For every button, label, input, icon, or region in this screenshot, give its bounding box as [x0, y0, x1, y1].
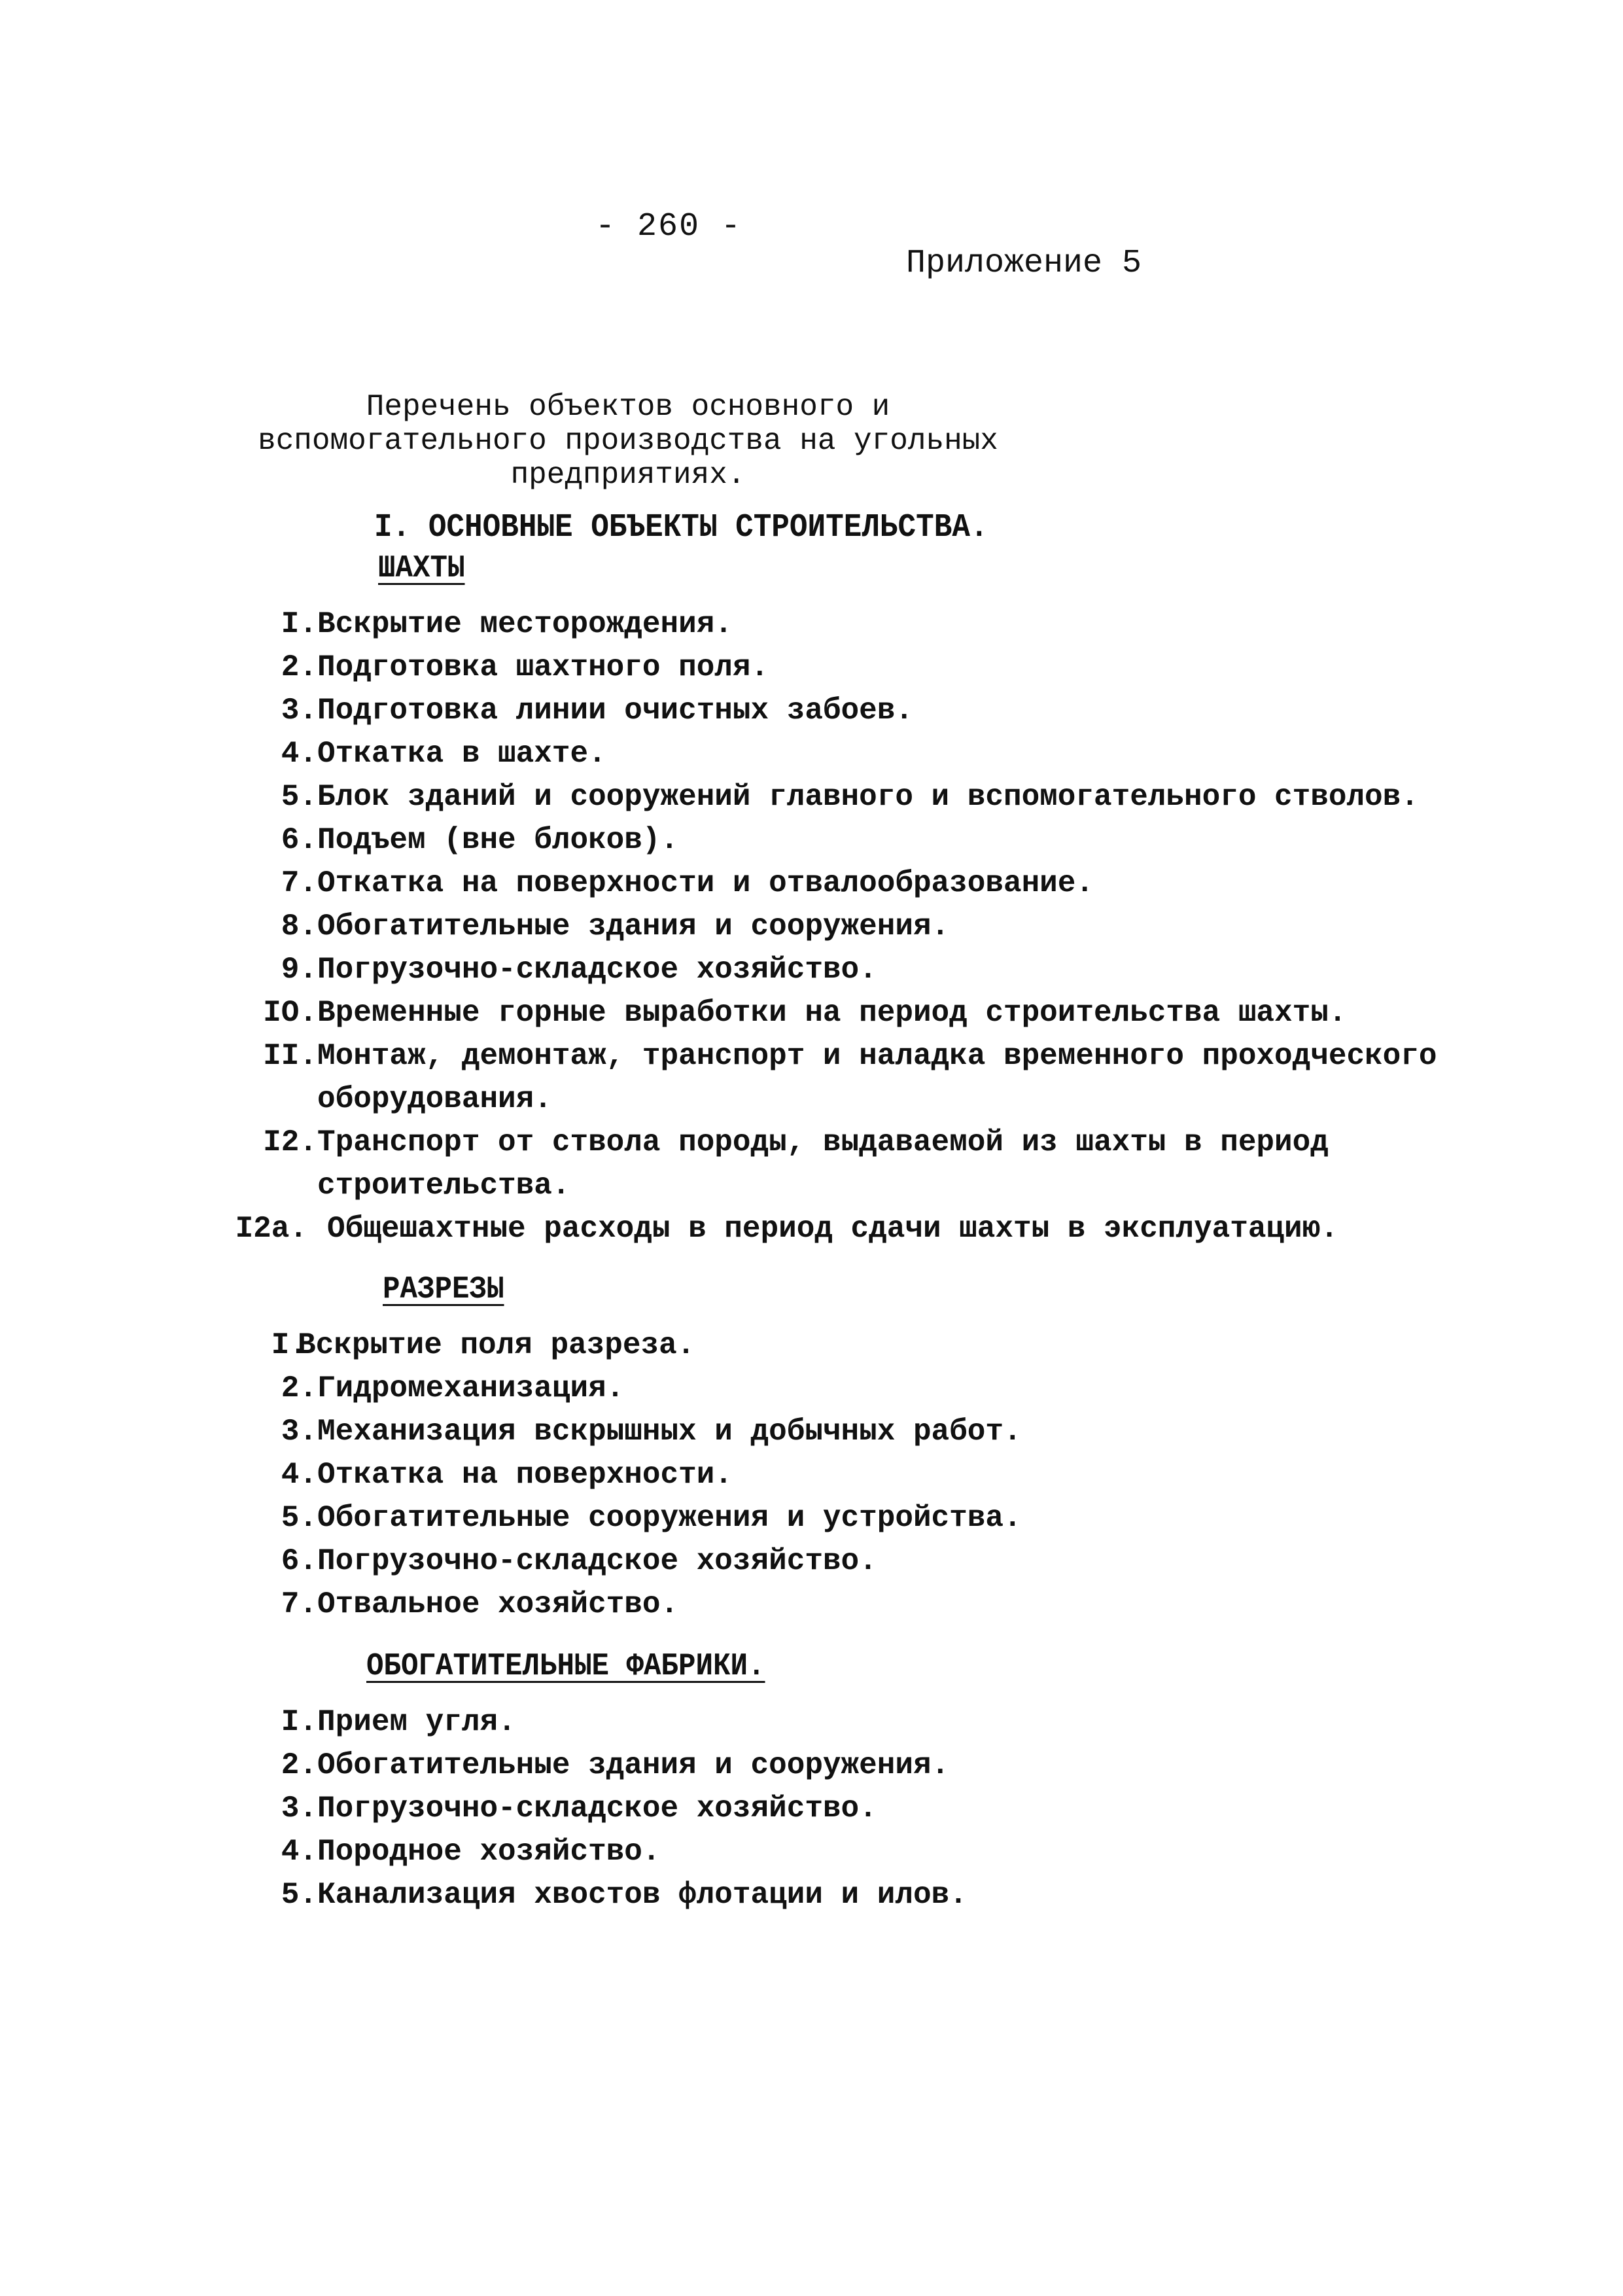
item-number: 3.	[281, 1415, 317, 1449]
title-line-1: Перечень объектов основного и	[366, 390, 890, 424]
item-number: 6.	[281, 823, 317, 857]
item-number: 7.	[281, 866, 317, 900]
item-number: 3.	[281, 694, 317, 728]
item-number: 7.	[281, 1587, 317, 1621]
item-number: 5.	[281, 780, 317, 814]
title-line-2: вспомогательного производства на угольных	[258, 424, 998, 458]
document-title	[242, 390, 1014, 492]
item-text: Подготовка шахтного поля.	[317, 650, 769, 684]
item-text: Погрузочно-складское хозяйство.	[317, 1792, 877, 1826]
item-text: Транспорт от ствола породы, выдаваемой из шахты в период	[317, 1125, 1329, 1159]
item-number: 4.	[281, 1458, 317, 1492]
page-number: - 260 -	[595, 208, 742, 245]
item-number: I2.	[263, 1125, 317, 1159]
item-number: 9.	[281, 953, 317, 987]
item-text: Прием угля.	[317, 1705, 516, 1739]
item-text: Вскрытие поля разреза.	[298, 1328, 695, 1362]
section-title-plants: ОБОГАТИТЕЛЬНЫЕ ФАБРИКИ.	[366, 1649, 765, 1684]
section-title-open-pits: РАЗРЕЗЫ	[383, 1272, 504, 1307]
item-number: 6.	[281, 1544, 317, 1578]
item-text: Временные горные выработки на период строительства шахты.	[317, 996, 1347, 1030]
list-item-continuation: строительства.	[317, 1169, 570, 1203]
item-text: Обогатительные здания и сооружения.	[317, 910, 950, 944]
item-number: 5.	[281, 1501, 317, 1535]
item-number: IO.	[263, 996, 317, 1030]
item-text: Обогатительные здания и сооружения.	[317, 1748, 950, 1782]
item-number: II.	[263, 1039, 317, 1073]
item-text: Погрузочно-складское хозяйство.	[317, 953, 877, 987]
main-heading: I. ОСНОВНЫЕ ОБЪЕКТЫ СТРОИТЕЛЬСТВА.	[374, 509, 988, 546]
item-text: Подъем (вне блоков).	[317, 823, 679, 857]
item-text: Подготовка линии очистных забоев.	[317, 694, 913, 728]
item-number: I.	[281, 1705, 317, 1739]
appendix-label: Приложение 5	[906, 245, 1142, 282]
item-text: Общешахтные расходы в период сдачи шахты в эксплуатацию.	[327, 1212, 1338, 1246]
item-number: 2.	[281, 1371, 317, 1405]
item-text: Отвальное хозяйство.	[317, 1587, 679, 1621]
item-number: 2.	[281, 1748, 317, 1782]
item-text: Механизация вскрышных и добычных работ.	[317, 1415, 1022, 1449]
item-text: Блок зданий и сооружений главного и вспомогательного стволов.	[317, 780, 1419, 814]
item-number: 4.	[281, 1835, 317, 1869]
item-text: Вскрытие месторождения.	[317, 607, 733, 641]
item-number: I.	[271, 1328, 307, 1362]
title-line-3: предприятиях.	[510, 458, 746, 492]
item-text: Откатка на поверхности.	[317, 1458, 733, 1492]
section-title-shafts: ШАХТЫ	[378, 551, 465, 586]
item-text: Монтаж, демонтаж, транспорт и наладка временного проходческого	[317, 1039, 1437, 1073]
item-number: I2a.	[235, 1212, 307, 1246]
item-text: Обогатительные сооружения и устройства.	[317, 1501, 1022, 1535]
item-text: Канализация хвостов флотации и илов.	[317, 1878, 968, 1912]
item-text: Откатка в шахте.	[317, 737, 606, 771]
item-text: Погрузочно-складское хозяйство.	[317, 1544, 877, 1578]
item-text: Откатка на поверхности и отвалообразование.	[317, 866, 1094, 900]
item-number: I.	[281, 607, 317, 641]
item-text: Гидромеханизация.	[317, 1371, 625, 1405]
item-number: 8.	[281, 910, 317, 944]
list-item-continuation: оборудования.	[317, 1082, 552, 1116]
item-number: 2.	[281, 650, 317, 684]
item-number: 3.	[281, 1792, 317, 1826]
item-number: 5.	[281, 1878, 317, 1912]
item-number: 4.	[281, 737, 317, 771]
item-text: Породное хозяйство.	[317, 1835, 661, 1869]
